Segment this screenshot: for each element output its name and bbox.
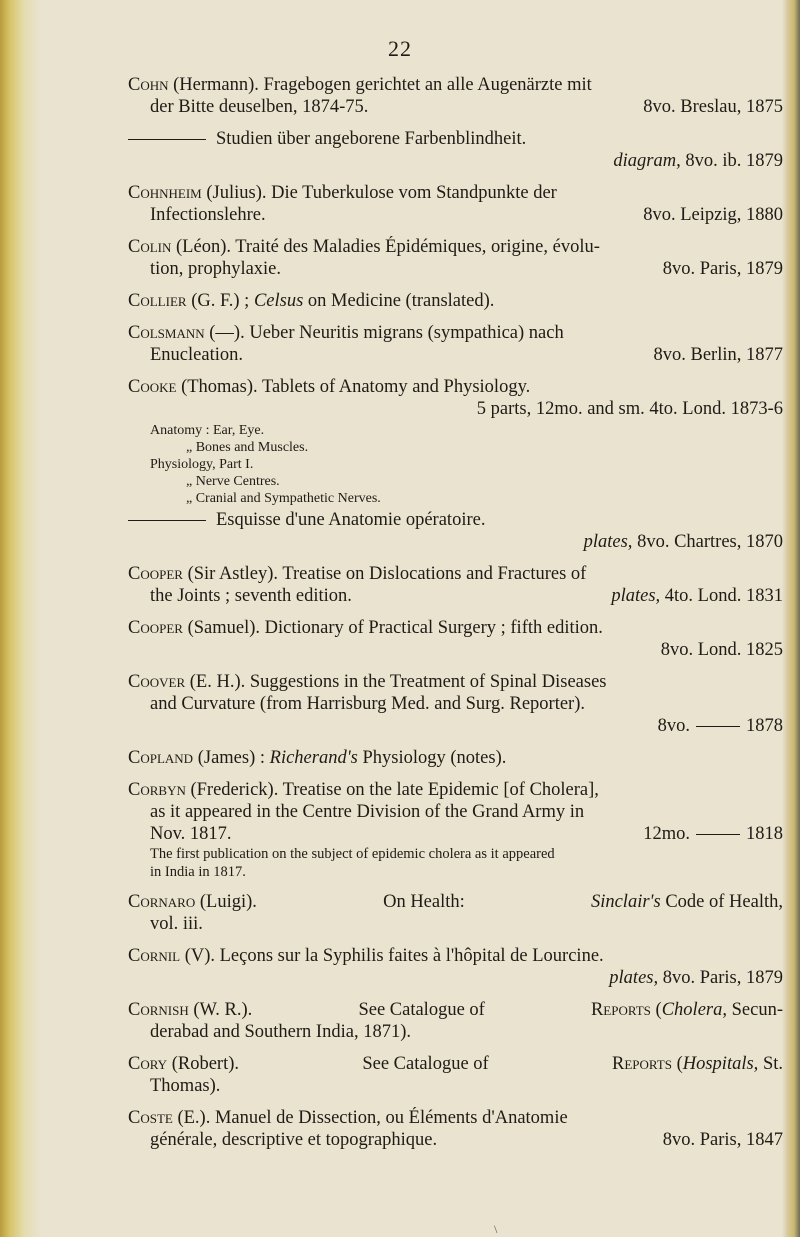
- page-binding-edge: [0, 0, 40, 1237]
- contents-item: „ Bones and Muscles.: [186, 440, 309, 455]
- author-detail: (Léon).: [171, 237, 231, 257]
- author-name: Collier: [128, 291, 187, 311]
- author-name: Colsmann: [128, 323, 205, 343]
- author-detail: (E. H.).: [185, 672, 246, 692]
- author-name: Cohnheim: [128, 183, 202, 203]
- entry-imprint: 4to. Lond. 1831: [660, 586, 783, 606]
- entry-title: on Medicine (translated).: [303, 291, 495, 311]
- reports-reference: Reports: [590, 1000, 651, 1020]
- author-name: Colin: [128, 237, 172, 257]
- catalogue-entry: [128, 74, 783, 118]
- entry-title-italic: Sinclair's: [590, 892, 661, 912]
- catalogue-entry: [128, 376, 783, 507]
- catalogue-entry: Cory (Robert). See Catalogue of Reports (Hospitals, St. Thomas).: [128, 1054, 783, 1096]
- entry-title: See Catalogue of: [362, 1054, 489, 1074]
- contents-item: „ Nerve Centres.: [186, 474, 280, 489]
- entry-title-cont: derabad and Southern India, 1871).: [150, 1022, 411, 1042]
- entry-title-cont: générale, descriptive et topographique.: [150, 1130, 438, 1150]
- author-name: Cornish: [128, 1000, 189, 1020]
- entry-title: Traité des Maladies Épidémiques, origine, évolu-: [235, 237, 600, 257]
- catalogue-entry: [128, 290, 783, 312]
- entry-imprint: 8vo. Leipzig, 1880: [643, 205, 783, 225]
- catalogue-entry: [128, 182, 783, 226]
- contents-item: „ Cranial and Sympathetic Nerves.: [186, 491, 381, 506]
- entry-title: On Health:: [383, 892, 465, 912]
- entry-imprint: 8vo. Chartres, 1870: [632, 532, 783, 552]
- entry-title: Studien über angeborene Farbenblindheit.: [216, 129, 527, 149]
- author-name: Cory: [128, 1054, 168, 1074]
- author-name: Cooke: [128, 377, 177, 397]
- author-name: Copland: [128, 748, 194, 768]
- entry-title-italic: Cholera,: [661, 1000, 727, 1020]
- entry-format-note: diagram,: [613, 151, 681, 171]
- entry-title: Die Tuberkulose vom Standpunkte der: [271, 183, 557, 203]
- entry-format: 8vo.: [657, 716, 690, 736]
- catalogue-entry: [128, 779, 783, 881]
- entry-title-italic: Celsus: [253, 291, 304, 311]
- entry-title: Physiology (notes).: [357, 748, 507, 768]
- entry-title-cont: as it appeared in the Centre Division of the Grand Army in: [150, 802, 585, 822]
- entry-title: Code of Health,: [660, 892, 783, 912]
- entry-title-cont: Thomas).: [150, 1076, 221, 1096]
- catalogue-entry: [128, 671, 783, 737]
- entry-format-note: plates,: [583, 532, 633, 552]
- entry-imprint: 8vo. Paris, 1879: [662, 259, 783, 279]
- catalogue-entry: [128, 563, 783, 607]
- entry-year: 1818: [746, 824, 783, 844]
- author-detail: (James) :: [193, 748, 266, 768]
- author-name: Cohn: [128, 75, 169, 95]
- entry-imprint: 8vo. Lond. 1825: [660, 640, 783, 660]
- entry-title: Manuel de Dissection, ou Éléments d'Anatomie: [214, 1108, 568, 1128]
- ditto-rule: [128, 139, 206, 140]
- catalogue-entry: [128, 1107, 783, 1151]
- entry-title: Ueber Neuritis migrans (sympathica) nach: [249, 323, 564, 343]
- catalogue-entry: [128, 747, 783, 769]
- contents-list: [128, 422, 783, 507]
- author-detail: (V).: [180, 946, 215, 966]
- catalogue-entry: [128, 509, 783, 553]
- author-detail: (Thomas).: [176, 377, 258, 397]
- author-detail: (Robert).: [167, 1054, 240, 1074]
- catalogue-entry: [128, 617, 783, 661]
- entry-imprint: 8vo. Paris, 1847: [662, 1130, 783, 1150]
- catalogue-entry: [128, 322, 783, 366]
- author-detail: (Sir Astley).: [182, 564, 279, 584]
- author-name: Cooper: [128, 564, 183, 584]
- author-detail: (Luigi).: [195, 892, 257, 912]
- entry-title-cont: Enucleation.: [150, 345, 243, 365]
- author-name: Cornaro: [128, 892, 196, 912]
- entry-imprint: 8vo. Berlin, 1877: [653, 345, 783, 365]
- catalogue-entry: [128, 945, 783, 989]
- entry-title: Treatise on Dislocations and Fractures of: [282, 564, 587, 584]
- stray-mark: \: [494, 1222, 498, 1236]
- entry-imprint: 8vo. Breslau, 1875: [643, 97, 783, 117]
- author-name: Corbyn: [128, 780, 186, 800]
- entry-title: Tablets of Anatomy and Physiology.: [261, 377, 531, 397]
- ditto-rule: [696, 834, 740, 835]
- author-detail: (Frederick).: [185, 780, 279, 800]
- author-name: Coste: [128, 1108, 173, 1128]
- entry-imprint: 5 parts, 12mo. and sm. 4to. Lond. 1873-6: [476, 399, 783, 419]
- entry-title-cont: tion, prophylaxie.: [150, 259, 282, 279]
- entry-imprint: 8vo. ib. 1879: [680, 151, 783, 171]
- author-name: Cornil: [128, 946, 181, 966]
- catalogue-entries: [128, 74, 783, 1161]
- entry-format-note: plates,: [611, 586, 661, 606]
- catalogue-entry: Cornish (W. R.). See Catalogue of Reports (Cholera, Secun- derabad and Southern India, 1871).: [128, 1000, 783, 1042]
- entry-title: Suggestions in the Treatment of Spinal Diseases: [249, 672, 607, 692]
- page-number: 22: [388, 36, 412, 61]
- entry-title-cont: Infectionslehre.: [150, 205, 266, 225]
- entry-title: See Catalogue of: [358, 1000, 485, 1020]
- author-detail: (Hermann).: [168, 75, 259, 95]
- author-detail: (E.).: [172, 1108, 211, 1128]
- author-name: Cooper: [128, 618, 183, 638]
- entry-note: The first publication on the subject of epidemic cholera as it appeared in India in 1817.: [150, 846, 555, 880]
- entry-title-cont: and Curvature (from Harrisburg Med. and Surg. Reporter).: [150, 694, 585, 714]
- page-fore-edge: [782, 0, 800, 1237]
- author-detail: (—).: [204, 323, 245, 343]
- entry-title: Dictionary of Practical Surgery ; fifth edition.: [264, 618, 603, 638]
- catalogue-entry: [128, 891, 783, 935]
- contents-item: Physiology, Part I.: [150, 457, 254, 472]
- author-name: Coover: [128, 672, 186, 692]
- entry-title-cont: Nov. 1817.: [150, 824, 232, 844]
- entry-title: Fragebogen gerichtet an alle Augenärzte mit: [263, 75, 592, 95]
- entry-title-italic: Hospitals,: [682, 1054, 759, 1074]
- entry-title-cont: der Bitte deuselben, 1874-75.: [150, 97, 369, 117]
- reports-reference: Reports: [611, 1054, 672, 1074]
- author-detail: (Samuel).: [182, 618, 261, 638]
- entry-title: Esquisse d'une Anatomie opératoire.: [216, 510, 486, 530]
- entry-format-note: plates,: [609, 968, 659, 988]
- catalogue-entry: [128, 236, 783, 280]
- ditto-rule: [128, 520, 206, 521]
- entry-title: Leçons sur la Syphilis faites à l'hôpital de Lourcine.: [219, 946, 604, 966]
- contents-item: Anatomy : Ear, Eye.: [150, 423, 265, 438]
- entry-title: Treatise on the late Epidemic [of Cholera],: [282, 780, 599, 800]
- entry-title-italic: Richerand's: [269, 748, 358, 768]
- author-detail: (G. F.) ;: [186, 291, 250, 311]
- author-detail: (W. R.).: [188, 1000, 253, 1020]
- author-detail: (Julius).: [201, 183, 267, 203]
- entry-title-cont: the Joints ; seventh edition.: [150, 586, 352, 606]
- ditto-rule: [696, 726, 740, 727]
- entry-year: 1878: [746, 716, 783, 736]
- entry-title-cont: vol. iii.: [150, 914, 203, 934]
- entry-format: 12mo.: [643, 824, 690, 844]
- entry-imprint: 8vo. Paris, 1879: [658, 968, 783, 988]
- catalogue-entry: [128, 128, 783, 172]
